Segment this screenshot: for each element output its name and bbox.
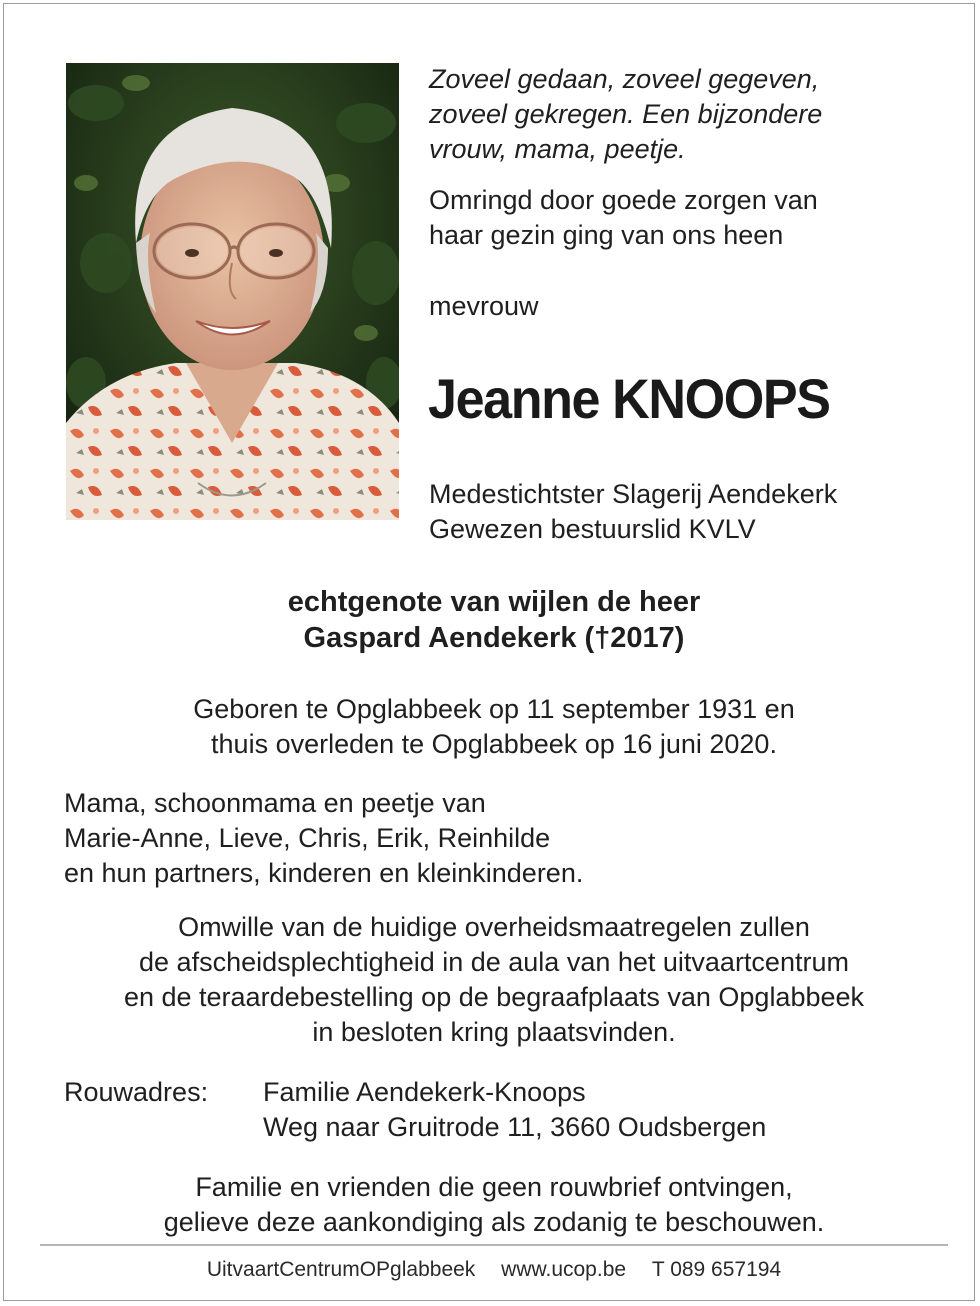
family-line: en hun partners, kinderen en kleinkinderen.: [64, 858, 584, 888]
footer: [4, 1257, 980, 1283]
memorial-card: [3, 3, 975, 1301]
address-lines: [263, 1075, 766, 1145]
notice-line: Omwille van de huidige overheidsmaatregelen zullen: [178, 912, 810, 942]
quote-line: vrouw, mama, peetje.: [429, 134, 686, 164]
closing-note: [4, 1170, 980, 1240]
spouse-info: [4, 584, 980, 656]
quote-line: zoveel gekregen. Een bijzondere: [429, 99, 823, 129]
salutation: mevrouw: [429, 291, 539, 321]
footer-phone: T 089 657194: [651, 1258, 782, 1281]
address-street: Weg naar Gruitrode 11, 3660 Oudsbergen: [263, 1112, 767, 1142]
notice-line: de afscheidsplechtigheid in de aula van het uitvaartcentrum: [139, 947, 849, 977]
role-line: Medestichtster Slagerij Aendekerk: [429, 479, 838, 509]
intro-line: Omringd door goede zorgen van: [429, 185, 818, 215]
opening-quote: [429, 62, 949, 167]
intro-line: haar gezin ging van ons heen: [429, 220, 784, 250]
family-list: [64, 786, 583, 891]
closing-line: Familie en vrienden die geen rouwbrief ontvingen,: [195, 1172, 793, 1202]
spouse-name: Gaspard Aendekerk (†2017): [303, 622, 685, 654]
ceremony-notice: [4, 910, 980, 1050]
family-line: Marie-Anne, Lieve, Chris, Erik, Reinhilde: [64, 823, 551, 853]
footer-company: UitvaartCentrumOPglabbeek: [206, 1258, 476, 1281]
roles: [429, 477, 837, 547]
role-line: Gewezen bestuurslid KVLV: [429, 514, 756, 544]
quote-line: Zoveel gedaan, zoveel gegeven,: [429, 64, 820, 94]
intro-text: [429, 183, 949, 253]
birth-death-info: [4, 692, 980, 762]
footer-divider: [40, 1244, 948, 1246]
spouse-line: echtgenote van wijlen de heer: [287, 586, 701, 618]
closing-line: gelieve deze aankondiging als zodanig te beschouwen.: [163, 1207, 825, 1237]
family-line: Mama, schoonmama en peetje van: [64, 788, 486, 818]
notice-line: in besloten kring plaatsvinden.: [312, 1017, 676, 1047]
notice-line: en de teraardebestelling op de begraafplaats van Opglabbeek: [123, 982, 865, 1012]
portrait-photo: [66, 63, 399, 520]
address-family: Familie Aendekerk-Knoops: [263, 1077, 586, 1107]
portrait-image: [66, 63, 399, 520]
address-label: Rouwadres:: [64, 1077, 209, 1107]
deceased-name: Jeanne KNOOPS: [428, 367, 830, 430]
death-line: thuis overleden te Opglabbeek op 16 juni 2020.: [211, 729, 777, 759]
birth-line: Geboren te Opglabbeek op 11 september 1931 en: [193, 694, 795, 724]
footer-website[interactable]: www.ucop.be: [501, 1258, 627, 1281]
